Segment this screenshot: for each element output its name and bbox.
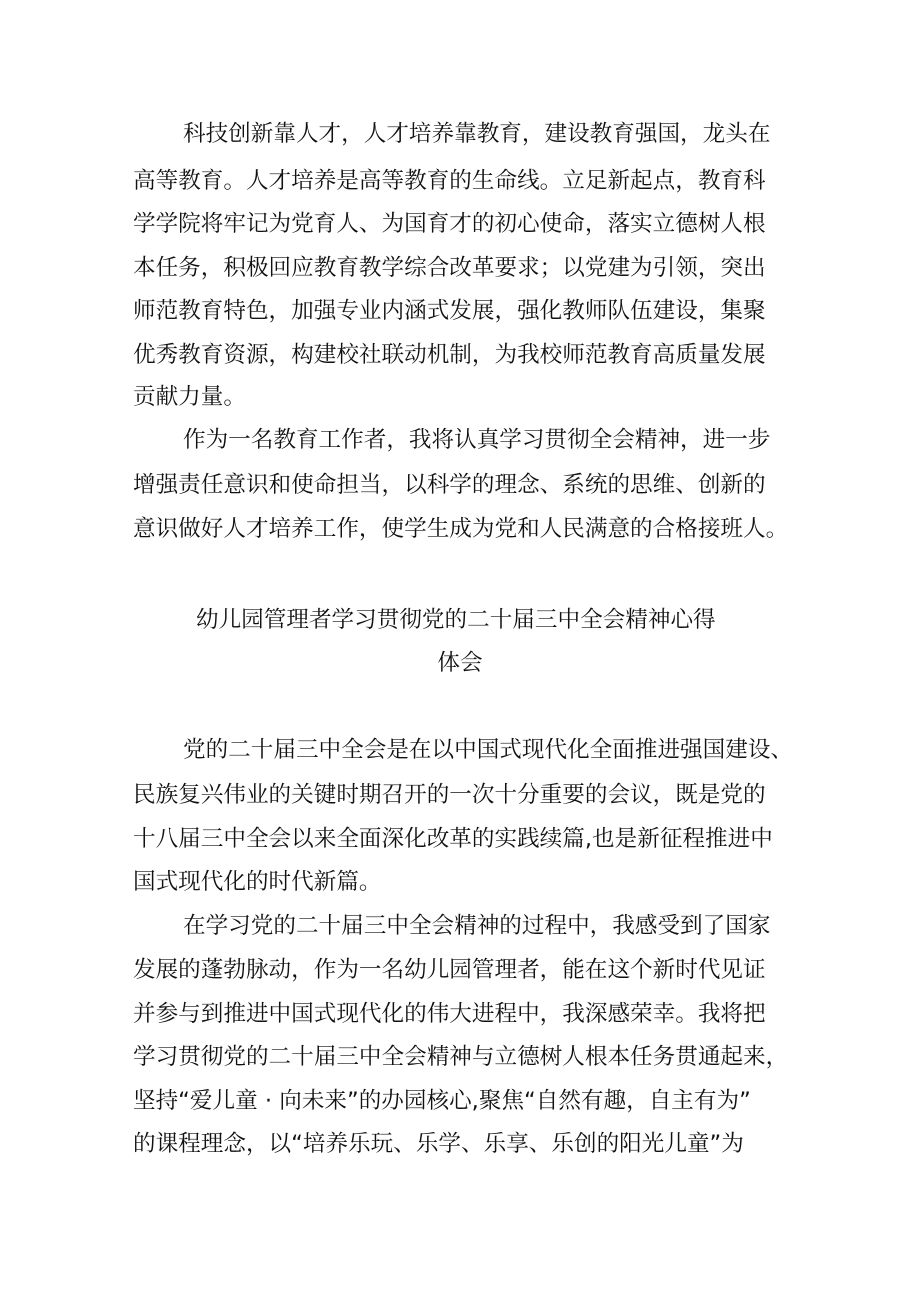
text-line: 发展的蓬勃脉动，作为一名幼儿园管理者，能在这个新时代见证: [133, 957, 766, 983]
title-line: 幼儿园管理者学习贯彻党的二十届三中全会精神心得: [196, 607, 716, 633]
text-line: 坚持“爱儿童 · 向未来”的办园核心,聚焦“自然有趣，自主有为”: [133, 1088, 751, 1114]
text-line: 在学习党的二十届三中全会精神的过程中，我感受到了国家: [183, 913, 771, 939]
text-line: 意识做好人才培养工作，使学生成为党和人民满意的合格接班人。: [133, 516, 789, 542]
text-line: 的课程理念，以“培养乐玩、乐学、乐享、乐创的阳光儿童”为: [133, 1131, 744, 1157]
text-line: 本任务，积极回应教育教学综合改革要求；以党建为引领，突出: [133, 255, 766, 281]
text-line: 优秀教育资源，构建校社联动机制，为我校师范教育高质量发展: [133, 342, 766, 368]
text-line: 十八届三中全会以来全面深化改革的实践续篇,也是新征程推进中: [133, 826, 773, 852]
text-line: 科技创新靠人才，人才培养靠教育，建设教育强国，龙头在: [183, 121, 771, 147]
text-line: 党的二十届三中全会是在以中国式现代化全面推进强国建设、: [183, 737, 794, 763]
text-line: 贡献力量。: [133, 384, 246, 410]
text-line: 高等教育。人才培养是高等教育的生命线。立足新起点，教育科: [133, 168, 766, 194]
text-line: 师范教育特色，加强专业内涵式发展，强化教师队伍建设，集聚: [133, 298, 766, 324]
text-line: 国式现代化的时代新篇。: [133, 869, 382, 895]
text-line: 作为一名教育工作者，我将认真学习贯彻全会精神，进一步: [183, 427, 771, 453]
text-line: 学习贯彻党的二十届三中全会精神与立德树人根本任务贯通起来，: [133, 1044, 789, 1070]
title-line: 体会: [437, 650, 483, 676]
text-line: 并参与到推进中国式现代化的伟大进程中，我深感荣幸。我将把: [133, 1001, 766, 1027]
text-line: 增强责任意识和使命担当，以科学的理念、系统的思维、创新的: [133, 472, 766, 498]
text-line: 民族复兴伟业的关键时期召开的一次十分重要的会议，既是党的: [133, 782, 766, 808]
text-line: 学学院将牢记为党育人、为国育才的初心使命，落实立德树人根: [133, 211, 766, 237]
